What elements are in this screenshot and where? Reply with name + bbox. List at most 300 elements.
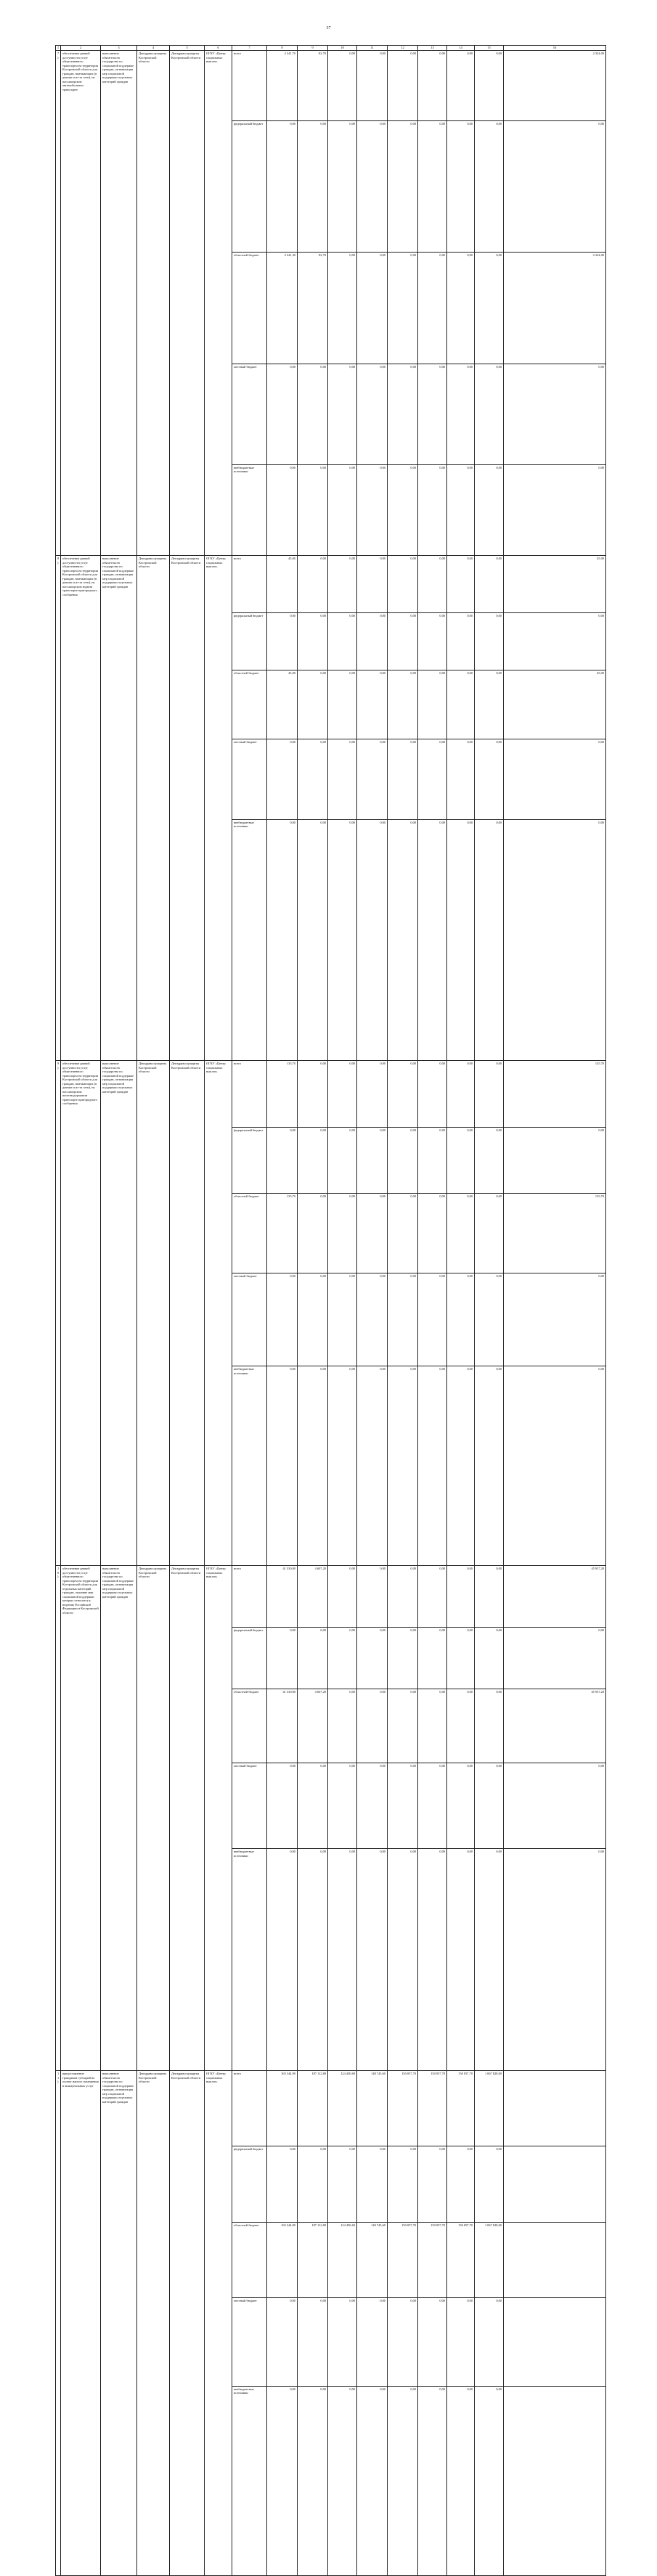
amount-cell: 0,00 — [357, 364, 388, 464]
responsible-executor: Депздравсоцзащиты Костромской области — [137, 1061, 170, 1566]
amount-cell: 0,00 — [328, 121, 357, 253]
amount-cell: 0,00 — [418, 121, 447, 253]
participant: ОГКУ «Центр социальных выплат» — [205, 1566, 232, 2071]
amount-cell: 0,00 — [328, 2298, 357, 2387]
item-goal: выполнение обязательств государства по социальной поддержке граждан, оптимизация мер социальной поддержки отдельных категорий граждан — [101, 1061, 137, 1566]
amount-cell: 0,00 — [357, 613, 388, 670]
amount-cell: 0,00 — [447, 253, 475, 364]
amount-cell: 0,00 — [418, 1194, 447, 1273]
amount-cell — [504, 2298, 606, 2387]
amount-cell: 45 937,20 — [504, 1689, 606, 1763]
amount-cell: 0,00 — [357, 2298, 388, 2387]
amount-cell: 0,00 — [357, 1194, 388, 1273]
amount-cell: 0,00 — [447, 364, 475, 464]
amount-cell: 0,00 — [328, 253, 357, 364]
item-title: обеспечение равной доступности услуг общественного транспорта на территории Костромской области для отдельных категорий граждан, оказание мер социальной поддержки которых относится к ведению Российской Федерации и Костромской области — [61, 1566, 101, 2071]
funding-source: всего — [232, 556, 267, 613]
funding-source: областной бюджет — [232, 2222, 267, 2297]
amount-cell: 150 057,70 — [447, 2222, 475, 2297]
amount-cell: 0,00 — [475, 670, 504, 739]
column-number-cell: 6 — [205, 46, 232, 51]
item-number: 9) — [56, 1061, 61, 1566]
amount-cell: 0,00 — [475, 1566, 504, 1628]
amount-cell: 0,00 — [418, 2386, 447, 2575]
amount-cell: 0,00 — [328, 819, 357, 1060]
item-goal: выполнение обязательств государства по социальной поддержке граждан, оптимизация мер социальной поддержки отдельных категорий граждан — [101, 1566, 137, 2071]
amount-cell: 0,00 — [475, 1273, 504, 1366]
amount-cell: 0,00 — [267, 739, 298, 820]
amount-cell: 0,00 — [298, 2386, 328, 2575]
amount-cell: 0,00 — [475, 2298, 504, 2387]
amount-cell: 0,00 — [475, 739, 504, 820]
amount-cell: 2 324,00 — [504, 253, 606, 364]
amount-cell: 0,00 — [357, 1689, 388, 1763]
amount-cell: 45,00 — [267, 556, 298, 613]
funding-source: всего — [232, 1566, 267, 1628]
amount-cell: 0,00 — [267, 613, 298, 670]
amount-cell: 0,00 — [447, 739, 475, 820]
amount-cell: 0,00 — [388, 2386, 418, 2575]
amount-cell: 0,00 — [447, 556, 475, 613]
amount-cell — [504, 2386, 606, 2575]
amount-cell: 0,00 — [504, 1627, 606, 1689]
amount-cell: 135,70 — [504, 1061, 606, 1128]
co-executor: Депздравсоцзащиты Костромской области — [170, 51, 205, 556]
amount-cell: 0,00 — [328, 1273, 357, 1366]
amount-cell: 0,00 — [267, 364, 298, 464]
column-number-cell: 10 — [328, 46, 357, 51]
amount-cell: 0,00 — [328, 364, 357, 464]
amount-cell: 0,00 — [388, 1273, 418, 1366]
amount-cell: 0,00 — [475, 464, 504, 555]
amount-cell: 0,00 — [267, 1127, 298, 1194]
table-row — [56, 51, 606, 121]
amount-cell: 0,00 — [475, 121, 504, 253]
amount-cell: 0,00 — [267, 819, 298, 1060]
amount-cell: 0,00 — [388, 1627, 418, 1689]
amount-cell: 0,00 — [504, 1849, 606, 2071]
amount-cell: 45,00 — [504, 670, 606, 739]
amount-cell: 0,00 — [418, 1127, 447, 1194]
amount-cell: 0,00 — [388, 670, 418, 739]
item-title: обеспечение равной доступности услуг общественного транспорта на территории Костромской области для граждан, выезжающих (в дачные и из-за сети), на пассажирском автомобильном транспорте — [61, 51, 101, 556]
item-number: 11) — [56, 2071, 61, 2576]
funding-source: федеральный бюджет — [232, 121, 267, 253]
item-goal: выполнение обязательств государства по социальной поддержке граждан, оптимизация мер социальной поддержки отдельных категорий граждан — [101, 2071, 137, 2576]
amount-cell: 0,00 — [447, 1273, 475, 1366]
amount-cell: 0,00 — [475, 1194, 504, 1273]
amount-cell: 0,00 — [447, 1566, 475, 1628]
amount-cell: 150 057,70 — [388, 2071, 418, 2146]
amount-cell: 0,00 — [357, 670, 388, 739]
amount-cell: 0,00 — [328, 1849, 357, 2071]
amount-cell: 0,00 — [357, 2386, 388, 2575]
amount-cell: 0,00 — [504, 364, 606, 464]
column-number-cell: 11 — [357, 46, 388, 51]
amount-cell: 45,00 — [504, 556, 606, 613]
funding-source: всего — [232, 1061, 267, 1128]
amount-cell: 0,00 — [447, 1763, 475, 1849]
amount-cell: 0,00 — [475, 2386, 504, 2575]
amount-cell: 0,00 — [418, 364, 447, 464]
amount-cell: 0,00 — [328, 739, 357, 820]
amount-cell: 0,00 — [504, 464, 606, 555]
amount-cell: 135,70 — [267, 1061, 298, 1128]
item-title: обеспечение равной доступности услуг общественного транспорта на территории Костромской области для граждан, выезжающих (в дачные и из-за сети), на пассажирском железнодорожном транспорте пригородного сообщения — [61, 1061, 101, 1566]
amount-cell: 0,00 — [298, 1273, 328, 1366]
item-goal: выполнение обязательств государства по социальной поддержке граждан, оптимизация мер социальной поддержки отдельных категорий граждан — [101, 51, 137, 556]
amount-cell: 0,00 — [267, 1366, 298, 1566]
amount-cell: 0,00 — [388, 1849, 418, 2071]
co-executor: Депздравсоцзащиты Костромской области — [170, 2071, 205, 2576]
amount-cell: 0,00 — [357, 1627, 388, 1689]
amount-cell: 0,00 — [418, 739, 447, 820]
amount-cell: 0,00 — [357, 2146, 388, 2222]
amount-cell: 0,00 — [388, 2146, 418, 2222]
amount-cell: 2 324,00 — [504, 51, 606, 121]
amount-cell: 0,00 — [328, 670, 357, 739]
participant: ОГКУ «Центр социальных выплат» — [205, 2071, 232, 2576]
funding-source: федеральный бюджет — [232, 1627, 267, 1689]
amount-cell: 0,00 — [475, 1127, 504, 1194]
amount-cell: 0,00 — [447, 819, 475, 1060]
amount-cell: 4 607,20 — [298, 1566, 328, 1628]
amount-cell: 0,00 — [418, 464, 447, 555]
column-number-cell: 15 — [475, 46, 504, 51]
amount-cell: 150 057,70 — [418, 2222, 447, 2297]
amount-cell: 0,00 — [357, 1366, 388, 1566]
amount-cell: 0,00 — [475, 1627, 504, 1689]
amount-cell: 0,00 — [328, 1566, 357, 1628]
amount-cell: 0,00 — [357, 1566, 388, 1628]
column-number-cell: 8 — [267, 46, 298, 51]
table-row — [56, 1061, 606, 1128]
co-executor: Депздравсоцзащиты Костромской области — [170, 556, 205, 1061]
amount-cell: 0,00 — [388, 51, 418, 121]
column-number-cell: 2 — [61, 46, 101, 51]
amount-cell: 0,00 — [328, 613, 357, 670]
amount-cell: 0,00 — [298, 1061, 328, 1128]
amount-cell: 165 344,90 — [267, 2222, 298, 2297]
amount-cell: 0,00 — [418, 819, 447, 1060]
amount-cell: 0,00 — [328, 51, 357, 121]
amount-cell: 0,00 — [388, 1689, 418, 1763]
funding-source: местный бюджет — [232, 1763, 267, 1849]
responsible-executor: Депздравсоцзащиты Костромской области — [137, 51, 170, 556]
amount-cell: 0,00 — [267, 2386, 298, 2575]
amount-cell: 0,00 — [418, 556, 447, 613]
amount-cell: 0,00 — [475, 1849, 504, 2071]
amount-cell: 0,00 — [418, 1273, 447, 1366]
item-title: предоставление гражданам субсидий на оплату жилого помещения и коммунальных услуг — [61, 2071, 101, 2576]
amount-cell: 150 057,70 — [388, 2222, 418, 2297]
amount-cell: 140 745,60 — [357, 2071, 388, 2146]
funding-source: внебюджетные источники — [232, 2386, 267, 2575]
amount-cell: 0,00 — [388, 556, 418, 613]
amount-cell: 0,00 — [418, 1689, 447, 1763]
amount-cell: 0,00 — [388, 1366, 418, 1566]
amount-cell: 82,70 — [298, 253, 328, 364]
amount-cell: 0,00 — [328, 1194, 357, 1273]
amount-cell: 0,00 — [504, 613, 606, 670]
amount-cell: 0,00 — [475, 1763, 504, 1849]
amount-cell: 150 057,70 — [418, 2071, 447, 2146]
amount-cell: 0,00 — [418, 51, 447, 121]
amount-cell: 0,00 — [504, 739, 606, 820]
funding-source: федеральный бюджет — [232, 613, 267, 670]
amount-cell: 0,00 — [475, 2146, 504, 2222]
amount-cell: 0,00 — [267, 121, 298, 253]
amount-cell: 1 067 828,00 — [475, 2071, 504, 2146]
amount-cell: 0,00 — [447, 121, 475, 253]
amount-cell: 0,00 — [475, 819, 504, 1060]
amount-cell: 0,00 — [298, 1366, 328, 1566]
amount-cell: 0,00 — [418, 2146, 447, 2222]
amount-cell: 0,00 — [357, 51, 388, 121]
amount-cell: 0,00 — [357, 819, 388, 1060]
amount-cell: 0,00 — [447, 2146, 475, 2222]
amount-cell: 0,00 — [388, 2298, 418, 2387]
amount-cell: 0,00 — [447, 1127, 475, 1194]
column-number-cell: 4 — [137, 46, 170, 51]
amount-cell: 0,00 — [357, 121, 388, 253]
amount-cell: 0,00 — [388, 364, 418, 464]
amount-cell: 0,00 — [328, 1763, 357, 1849]
program-table — [55, 45, 606, 2576]
table-row — [56, 1566, 606, 1628]
amount-cell: 0,00 — [388, 1763, 418, 1849]
amount-cell: 0,00 — [447, 1061, 475, 1128]
amount-cell: 187 112,80 — [298, 2222, 328, 2297]
amount-cell: 0,00 — [298, 613, 328, 670]
funding-source: федеральный бюджет — [232, 1127, 267, 1194]
amount-cell: 0,00 — [298, 2298, 328, 2387]
amount-cell: 0,00 — [298, 670, 328, 739]
amount-cell: 0,00 — [298, 1627, 328, 1689]
amount-cell: 0,00 — [388, 819, 418, 1060]
amount-cell: 0,00 — [475, 51, 504, 121]
amount-cell: 0,00 — [357, 556, 388, 613]
amount-cell: 0,00 — [447, 2298, 475, 2387]
amount-cell: 0,00 — [447, 464, 475, 555]
amount-cell: 0,00 — [475, 613, 504, 670]
amount-cell: 0,00 — [418, 1763, 447, 1849]
amount-cell: 41 330,00 — [267, 1566, 298, 1628]
amount-cell: 0,00 — [418, 1366, 447, 1566]
table-row — [56, 556, 606, 613]
amount-cell: 0,00 — [475, 364, 504, 464]
amount-cell: 135,70 — [504, 1194, 606, 1273]
amount-cell: 0,00 — [447, 1689, 475, 1763]
item-number: 10) — [56, 1566, 61, 2071]
column-number-row — [56, 46, 606, 51]
amount-cell: 0,00 — [298, 1849, 328, 2071]
amount-cell: 0,00 — [328, 1689, 357, 1763]
amount-cell: 0,00 — [328, 1627, 357, 1689]
co-executor: Депздравсоцзащиты Костромской области — [170, 1566, 205, 2071]
amount-cell: 0,00 — [388, 1127, 418, 1194]
amount-cell: 0,00 — [267, 2146, 298, 2222]
column-number-cell: 5 — [170, 46, 205, 51]
amount-cell: 0,00 — [418, 613, 447, 670]
funding-source: внебюджетные источники — [232, 1366, 267, 1566]
funding-source: всего — [232, 2071, 267, 2146]
participant: ОГКУ «Центр социальных выплат» — [205, 1061, 232, 1566]
funding-source: всего — [232, 51, 267, 121]
amount-cell: 0,00 — [267, 1273, 298, 1366]
amount-cell: 0,00 — [418, 253, 447, 364]
amount-cell: 0,00 — [388, 613, 418, 670]
responsible-executor: Депздравсоцзащиты Костромской области — [137, 556, 170, 1061]
amount-cell: 0,00 — [357, 1273, 388, 1366]
amount-cell: 0,00 — [504, 819, 606, 1060]
amount-cell: 45,00 — [267, 670, 298, 739]
amount-cell: 0,00 — [357, 1849, 388, 2071]
amount-cell: 0,00 — [267, 464, 298, 555]
amount-cell: 0,00 — [267, 1763, 298, 1849]
amount-cell: 0,00 — [298, 364, 328, 464]
amount-cell: 2 241,30 — [267, 253, 298, 364]
amount-cell: 0,00 — [298, 2146, 328, 2222]
item-title: обеспечение равной доступности услуг общественного транспорта на территории Костромской области для граждан, выезжающих (в дачные и из-за сети), на пассажирском водном транспорте пригородного сообщения — [61, 556, 101, 1061]
amount-cell: 0,00 — [357, 1763, 388, 1849]
amount-cell: 0,00 — [357, 253, 388, 364]
amount-cell: 0,00 — [418, 2298, 447, 2387]
amount-cell: 0,00 — [298, 1127, 328, 1194]
amount-cell: 0,00 — [298, 819, 328, 1060]
amount-cell: 0,00 — [328, 2386, 357, 2575]
amount-cell: 0,00 — [447, 1194, 475, 1273]
amount-cell: 0,00 — [357, 1127, 388, 1194]
amount-cell: 0,00 — [447, 51, 475, 121]
amount-cell: 124 450,60 — [328, 2222, 357, 2297]
amount-cell: 0,00 — [357, 1061, 388, 1128]
column-number-cell: 14 — [447, 46, 475, 51]
funding-source: внебюджетные источники — [232, 1849, 267, 2071]
column-number-cell: 1 — [56, 46, 61, 51]
amount-cell: 140 745,60 — [357, 2222, 388, 2297]
amount-cell: 0,00 — [447, 670, 475, 739]
amount-cell: 0,00 — [475, 1366, 504, 1566]
amount-cell: 0,00 — [447, 1849, 475, 2071]
amount-cell: 187 112,80 — [298, 2071, 328, 2146]
amount-cell: 0,00 — [388, 1061, 418, 1128]
amount-cell: 0,00 — [504, 121, 606, 253]
amount-cell: 0,00 — [418, 670, 447, 739]
amount-cell: 0,00 — [504, 1127, 606, 1194]
funding-source: местный бюджет — [232, 1273, 267, 1366]
amount-cell: 0,00 — [475, 1061, 504, 1128]
amount-cell: 135,70 — [267, 1194, 298, 1273]
column-number-cell: 16 — [504, 46, 606, 51]
funding-source: местный бюджет — [232, 739, 267, 820]
amount-cell: 0,00 — [328, 1366, 357, 1566]
amount-cell: 0,00 — [267, 2298, 298, 2387]
amount-cell — [504, 2222, 606, 2297]
amount-cell — [504, 2146, 606, 2222]
amount-cell: 2 241,70 — [267, 51, 298, 121]
amount-cell: 0,00 — [298, 1194, 328, 1273]
amount-cell: 0,00 — [504, 1763, 606, 1849]
amount-cell: 4 607,20 — [298, 1689, 328, 1763]
amount-cell: 0,00 — [328, 1127, 357, 1194]
amount-cell — [504, 2071, 606, 2146]
amount-cell: 165 344,90 — [267, 2071, 298, 2146]
amount-cell: 0,00 — [388, 121, 418, 253]
amount-cell: 1 067 828,00 — [475, 2222, 504, 2297]
participant: ОГКУ «Центр социальных выплат» — [205, 51, 232, 556]
responsible-executor: Депздравсоцзащиты Костромской области — [137, 2071, 170, 2576]
funding-source: местный бюджет — [232, 2298, 267, 2387]
amount-cell: 0,00 — [298, 739, 328, 820]
amount-cell: 0,00 — [267, 1849, 298, 2071]
responsible-executor: Депздравсоцзащиты Костромской области — [137, 1566, 170, 2071]
amount-cell: 45 937,20 — [504, 1566, 606, 1628]
amount-cell: 0,00 — [447, 613, 475, 670]
amount-cell: 124 450,60 — [328, 2071, 357, 2146]
amount-cell: 0,00 — [418, 1627, 447, 1689]
item-goal: выполнение обязательств государства по социальной поддержке граждан, оптимизация мер социальной поддержки отдельных категорий граждан — [101, 556, 137, 1061]
amount-cell: 150 057,70 — [447, 2071, 475, 2146]
column-number-cell: 13 — [418, 46, 447, 51]
amount-cell: 0,00 — [388, 739, 418, 820]
column-number-cell: 9 — [298, 46, 328, 51]
amount-cell: 0,00 — [357, 739, 388, 820]
page-number: 37 — [326, 26, 331, 30]
amount-cell: 82,70 — [298, 51, 328, 121]
participant: ОГКУ «Центр социальных выплат» — [205, 556, 232, 1061]
amount-cell: 0,00 — [267, 1627, 298, 1689]
item-number: 8) — [56, 556, 61, 1061]
amount-cell: 0,00 — [298, 464, 328, 555]
amount-cell: 0,00 — [418, 1061, 447, 1128]
amount-cell: 0,00 — [418, 1849, 447, 2071]
amount-cell: 0,00 — [475, 556, 504, 613]
column-number-cell: 7 — [232, 46, 267, 51]
funding-source: внебюджетные источники — [232, 819, 267, 1060]
amount-cell: 0,00 — [418, 1566, 447, 1628]
item-number: 7) — [56, 51, 61, 556]
amount-cell: 41 330,00 — [267, 1689, 298, 1763]
amount-cell: 0,00 — [328, 556, 357, 613]
column-number-cell: 3 — [101, 46, 137, 51]
amount-cell: 0,00 — [447, 2386, 475, 2575]
funding-source: местный бюджет — [232, 364, 267, 464]
funding-source: внебюджетные источники — [232, 464, 267, 555]
co-executor: Депздравсоцзащиты Костромской области — [170, 1061, 205, 1566]
amount-cell: 0,00 — [475, 1689, 504, 1763]
amount-cell: 0,00 — [504, 1273, 606, 1366]
amount-cell: 0,00 — [447, 1366, 475, 1566]
funding-source: областной бюджет — [232, 253, 267, 364]
funding-source: областной бюджет — [232, 1689, 267, 1763]
amount-cell: 0,00 — [298, 121, 328, 253]
amount-cell: 0,00 — [328, 2146, 357, 2222]
amount-cell: 0,00 — [447, 1627, 475, 1689]
amount-cell: 0,00 — [388, 1566, 418, 1628]
amount-cell: 0,00 — [357, 464, 388, 555]
amount-cell: 0,00 — [298, 1763, 328, 1849]
amount-cell: 0,00 — [388, 1194, 418, 1273]
amount-cell: 0,00 — [328, 1061, 357, 1128]
funding-source: федеральный бюджет — [232, 2146, 267, 2222]
amount-cell: 0,00 — [298, 556, 328, 613]
funding-source: областной бюджет — [232, 670, 267, 739]
table-row — [56, 2071, 606, 2146]
funding-source: областной бюджет — [232, 1194, 267, 1273]
amount-cell: 0,00 — [504, 1366, 606, 1566]
amount-cell: 0,00 — [388, 464, 418, 555]
